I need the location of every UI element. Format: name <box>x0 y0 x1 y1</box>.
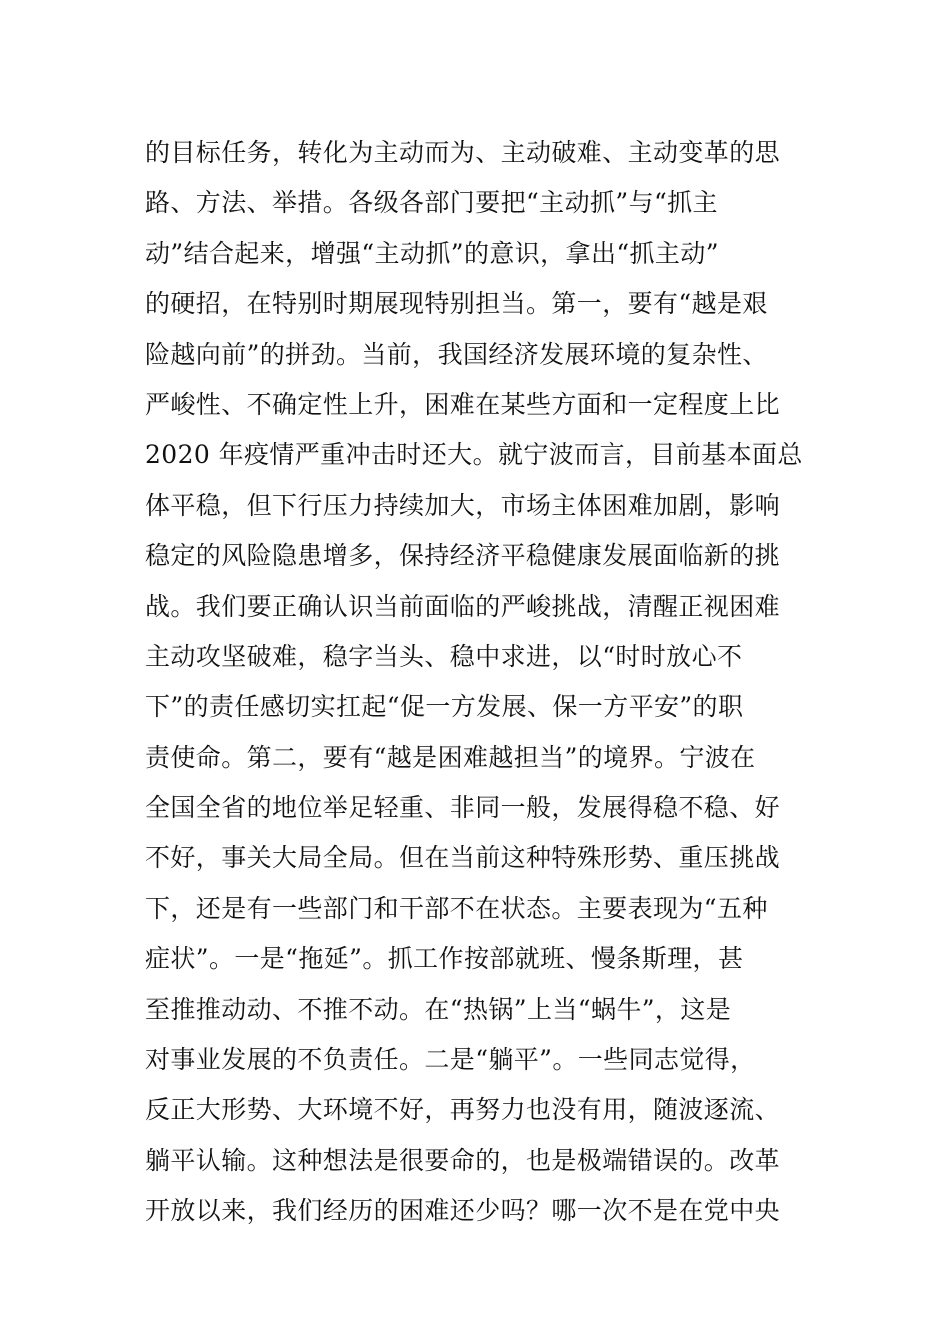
text-line: 不好，事关大局全局。但在当前这种特殊形势、重压挑战 <box>145 843 781 873</box>
text-line: 2020 年疫情严重冲击时还大。就宁波而言，目前基本面总 <box>145 440 803 470</box>
text-line: 至推推动动、不推不动。在“热锅”上当“蜗牛”，这是 <box>145 994 732 1024</box>
text-line: 症状”。一是“拖延”。抓工作按部就班、慢条斯理，甚 <box>145 944 744 974</box>
text-line: 反正大形势、大环境不好，再努力也没有用，随波逐流、 <box>145 1095 781 1125</box>
text-line: 主动攻坚破难，稳字当头、稳中求进，以“时时放心不 <box>145 641 743 671</box>
text-line: 稳定的风险隐患增多，保持经济平稳健康发展面临新的挑 <box>145 541 781 571</box>
body-text <box>145 128 810 1237</box>
text-line: 责使命。第二，要有“越是困难越担当”的境界。宁波在 <box>145 742 756 772</box>
text-line: 对事业发展的不负责任。二是“躺平”。一些同志觉得， <box>145 1045 756 1075</box>
text-line: 险越向前”的拼劲。当前，我国经济发展环境的复杂性、 <box>145 339 768 369</box>
text-line: 开放以来，我们经历的困难还少吗？哪一次不是在党中央 <box>145 1196 781 1226</box>
text-line: 的硬招，在特别时期展现特别担当。第一，要有“越是艰 <box>145 289 768 319</box>
text-line: 的目标任务，转化为主动而为、主动破难、主动变革的思 <box>145 138 781 167</box>
text-line: 躺平认输。这种想法是很要命的，也是极端错误的。改革 <box>145 1145 781 1175</box>
text-line: 战。我们要正确认识当前面临的严峻挑战，清醒正视困难 <box>145 591 781 621</box>
text-line: 路、方法、举措。各级各部门要把“主动抓”与“抓主 <box>145 188 718 218</box>
text-line: 下，还是有一些部门和干部不在状态。主要表现为“五种 <box>145 893 768 923</box>
text-line: 动”结合起来，增强“主动抓”的意识，拿出“抓主动” <box>145 238 719 268</box>
text-line: 体平稳，但下行压力持续加大，市场主体困难加剧，影响 <box>145 490 781 520</box>
text-line: 严峻性、不确定性上升，困难在某些方面和一定程度上比 <box>145 389 781 419</box>
text-line: 全国全省的地位举足轻重、非同一般，发展得稳不稳、好 <box>145 793 781 823</box>
text-line: 下”的责任感切实扛起“促一方发展、保一方平安”的职 <box>145 692 744 722</box>
